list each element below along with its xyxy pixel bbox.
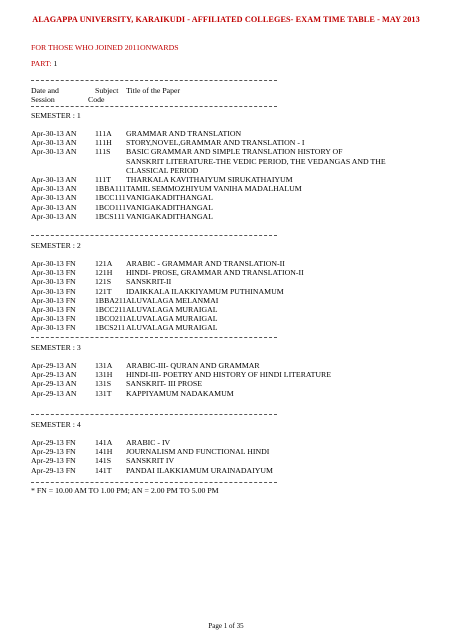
exam-date-session: Apr-30-13 FN xyxy=(31,286,76,296)
subject-code: 131S xyxy=(95,379,112,389)
paper-title: TAMIL SEMMOZHIYUM VANIHA MADALHALUM xyxy=(126,184,302,194)
exam-date-session: Apr-30-13 FN xyxy=(31,314,76,324)
paper-title-continued: CLASSICAL PERIOD xyxy=(126,165,199,175)
paper-title: SANSKRIT- III PROSE xyxy=(126,379,202,389)
divider xyxy=(31,80,277,81)
document-title: ALAGAPPA UNIVERSITY, KARAIKUDI - AFFILIATED COLLEGES- EXAM TIME TABLE - MAY 2013 xyxy=(32,15,420,24)
header-subject: Subject xyxy=(95,86,119,95)
exam-date-session: Apr-30-13 AN xyxy=(31,138,77,148)
subject-code: 1BCC111 xyxy=(95,193,126,203)
subject-code: 1BCS111 xyxy=(95,211,125,221)
exam-date-session: Apr-29-13 FN xyxy=(31,438,76,447)
exam-date-session: Apr-30-13 AN xyxy=(31,147,77,157)
exam-date-session: Apr-30-13 FN xyxy=(31,277,76,287)
semester-heading: SEMESTER : 1 xyxy=(31,111,81,120)
exam-date-session: Apr-30-13 AN xyxy=(31,211,77,221)
semester-heading: SEMESTER : 2 xyxy=(31,241,81,250)
subject-code: 111H xyxy=(95,138,112,148)
exam-date-session: Apr-30-13 AN xyxy=(31,175,77,184)
exam-date-session: Apr-30-13 FN xyxy=(31,295,76,305)
exam-date-session: Apr-29-13 FN xyxy=(31,456,76,466)
subject-code: 1BCO111 xyxy=(95,202,127,212)
exam-date-session: Apr-29-13 AN xyxy=(31,361,77,370)
subject-code: 141H xyxy=(95,447,113,457)
paper-title: THARKALA KAVITHAIYUM SIRUKATHAIYUM xyxy=(126,175,293,184)
paper-title: VANIGAKADITHANGAL xyxy=(126,202,213,212)
exam-date-session: Apr-29-13 FN xyxy=(31,447,76,457)
paper-title: ARABIC - GRAMMAR AND TRANSLATION-II xyxy=(126,259,285,268)
subject-code: 111A xyxy=(95,129,112,138)
subject-code: 1BCO211 xyxy=(95,314,127,324)
semester-heading: SEMESTER : 3 xyxy=(31,343,81,352)
subject-code: 131H xyxy=(95,370,113,380)
paper-title: GRAMMAR AND TRANSLATION xyxy=(126,129,242,138)
paper-title: JOURNALISM AND FUNCTIONAL HINDI xyxy=(126,447,270,457)
paper-title: ALUVALAGA MELANMAI xyxy=(126,295,219,305)
divider xyxy=(31,106,277,107)
paper-title: SANSKRIT-II xyxy=(126,277,172,287)
paper-title: IDAIKKALA ILAKKIYAMUM PUTHINAMUM xyxy=(126,286,284,296)
subject-code: 111T xyxy=(95,175,111,184)
semester-heading: SEMESTER : 4 xyxy=(31,420,81,429)
divider xyxy=(31,337,277,338)
part-line xyxy=(31,59,57,68)
subject-code: 1BCC211 xyxy=(95,305,126,314)
paper-title: HINDI- PROSE, GRAMMAR AND TRANSLATION-II xyxy=(126,268,304,278)
subject-code: 1BBA111 xyxy=(95,184,127,194)
exam-date-session: Apr-30-13 FN xyxy=(31,268,76,278)
page-footer: Page 1 of 35 xyxy=(208,622,244,630)
subject-code: 111S xyxy=(95,147,111,157)
subject-code: 141T xyxy=(95,465,112,475)
exam-date-session: Apr-30-13 AN xyxy=(31,184,77,194)
subject-code: 131T xyxy=(95,388,112,398)
subject-code: 121S xyxy=(95,277,112,287)
subject-code: 121H xyxy=(95,268,113,278)
paper-title: PANDAI ILAKKIAMUM URAINADAIYUM xyxy=(126,465,273,475)
subject-code: 131A xyxy=(95,361,113,370)
paper-title: HINDI-III- POETRY AND HISTORY OF HINDI LITERATURE xyxy=(126,370,332,380)
exam-date-session: Apr-29-13 FN xyxy=(31,465,76,475)
paper-title: BASIC GRAMMAR AND SIMPLE TRANSLATION HISTORY OF xyxy=(126,147,343,157)
subject-code: 1BCS211 xyxy=(95,323,126,333)
divider xyxy=(31,482,277,483)
subject-code: 121A xyxy=(95,259,113,268)
exam-date-session: Apr-29-13 AN xyxy=(31,370,77,380)
header-date: Date and xyxy=(31,86,59,95)
header-title: Title of the Paper xyxy=(126,86,181,95)
joined-subtitle: FOR THOSE WHO JOINED 2011ONWARDS xyxy=(31,43,179,52)
subject-code: 1BBA211 xyxy=(95,295,127,305)
exam-date-session: Apr-30-13 AN xyxy=(31,202,77,212)
exam-date-session: Apr-30-13 AN xyxy=(31,129,77,138)
subject-code: 141S xyxy=(95,456,112,466)
session-timing-note: * FN = 10.00 AM TO 1.00 PM; AN = 2.00 PM TO 5.00 PM xyxy=(31,486,219,495)
header-code: Code xyxy=(88,95,105,104)
part-label: PART: xyxy=(31,59,52,68)
exam-date-session: Apr-30-13 FN xyxy=(31,323,76,333)
divider xyxy=(31,235,277,236)
exam-date-session: Apr-29-13 AN xyxy=(31,388,77,398)
paper-title: KAPPIYAMUM NADAKAMUM xyxy=(126,388,234,398)
exam-date-session: Apr-29-13 AN xyxy=(31,379,77,389)
paper-title: ALUVALAGA MURAIGAL xyxy=(126,323,218,333)
exam-date-session: Apr-30-13 FN xyxy=(31,259,76,268)
divider xyxy=(31,414,277,415)
paper-title: VANIGAKADITHANGAL xyxy=(126,193,213,203)
paper-title: STORY,NOVEL,GRAMMAR AND TRANSLATION - I xyxy=(126,138,305,148)
paper-title: VANIGAKADITHANGAL xyxy=(126,211,213,221)
paper-title: ALUVALAGA MURAIGAL xyxy=(126,314,218,324)
exam-date-session: Apr-30-13 AN xyxy=(31,193,77,203)
paper-title: ALUVALAGA MURAIGAL xyxy=(126,305,218,314)
exam-date-session: Apr-30-13 FN xyxy=(31,305,76,314)
subject-code: 141A xyxy=(95,438,113,447)
paper-title-continued: SANSKRIT LITERATURE-THE VEDIC PERIOD, THE VEDANGAS AND THE xyxy=(126,156,386,166)
header-session: Session xyxy=(31,95,55,104)
paper-title: ARABIC - IV xyxy=(126,438,171,447)
paper-title: SANSKRIT IV xyxy=(126,456,175,466)
subject-code: 121T xyxy=(95,286,112,296)
paper-title: ARABIC-III- QURAN AND GRAMMAR xyxy=(126,361,260,370)
part-number: 1 xyxy=(53,59,58,68)
